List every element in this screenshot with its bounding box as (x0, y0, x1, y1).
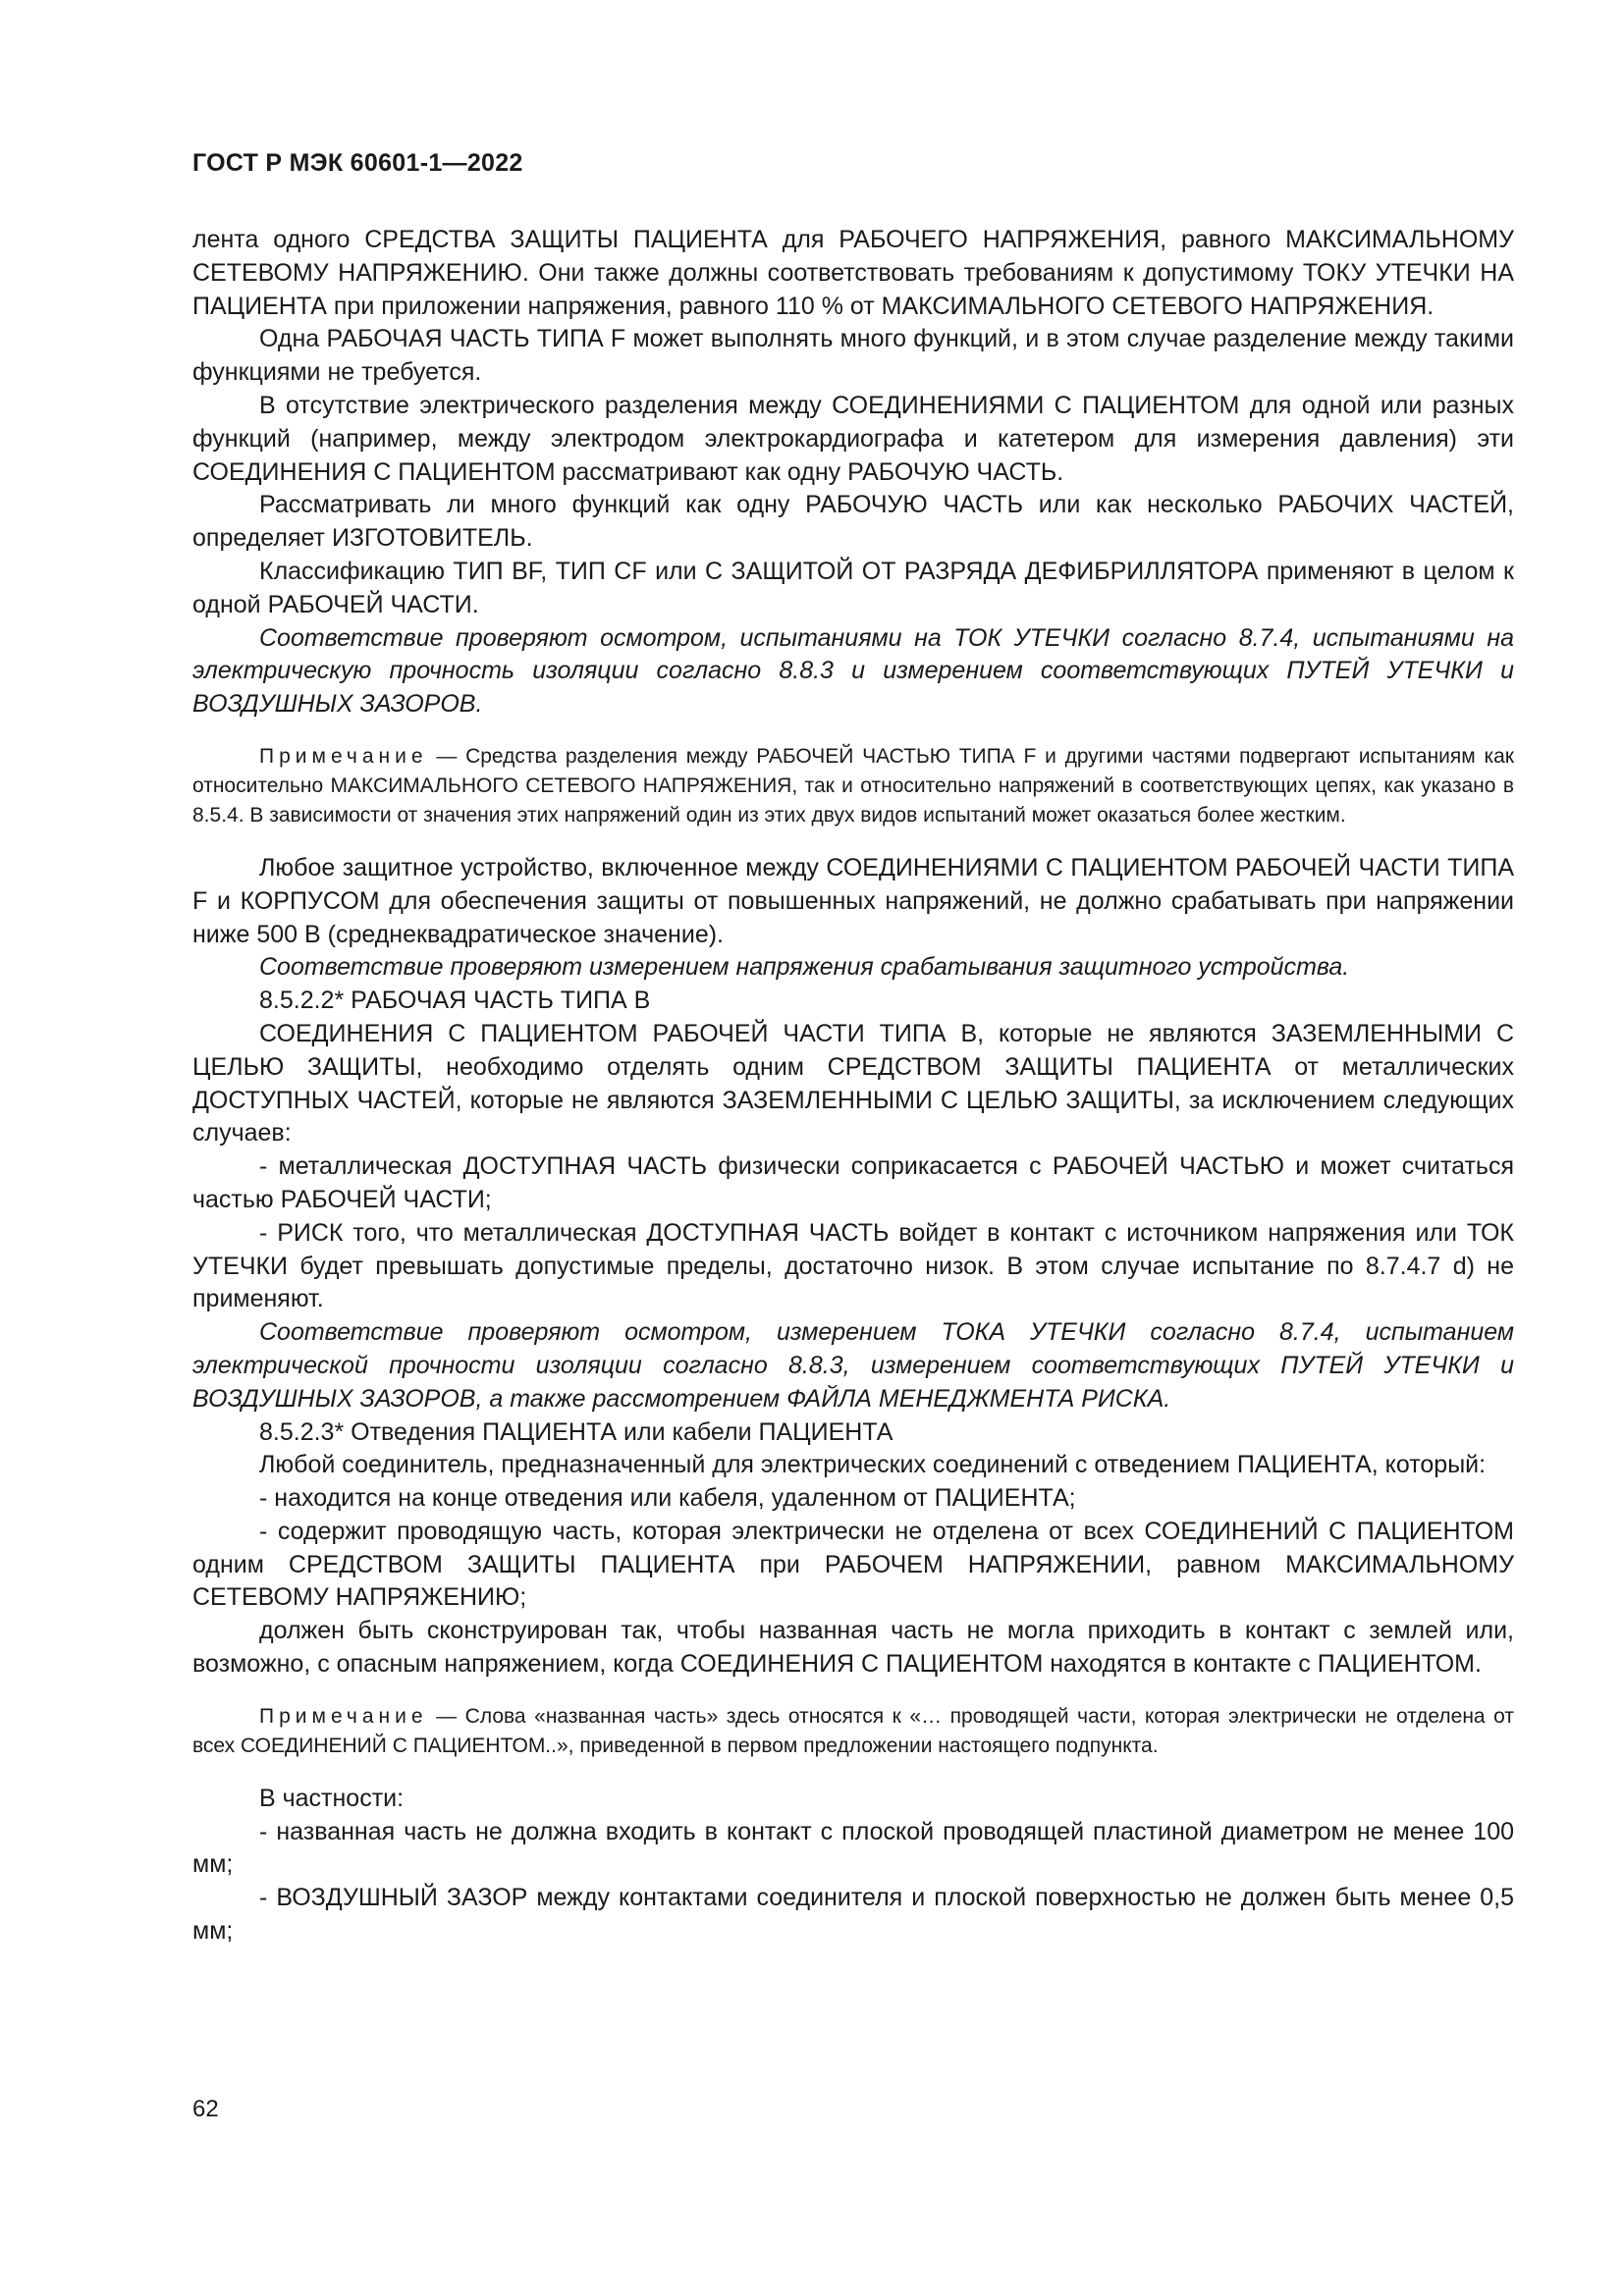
note-text: — Слова «названная часть» здесь относятся к «… проводящей части, которая электрически не отделена от всех СОЕДИНЕНИЙ С ПАЦИЕНТОМ..», приведенной в первом предложении настоящего подпункта. (192, 1704, 1514, 1757)
standard-header: ГОСТ Р МЭК 60601-1—2022 (192, 149, 523, 177)
list-item: - названная часть не должна входить в контакт с плоской проводящей пластиной диаметром не менее 100 мм; (192, 1817, 1514, 1879)
note-label: Примечание (259, 1704, 428, 1728)
note (192, 742, 1514, 830)
paragraph: В частности: (259, 1784, 405, 1812)
list-item: - содержит проводящую часть, которая электрически не отделена от всех СОЕДИНЕНИЙ С ПАЦИЕНТОМ одним СРЕДСТВОМ ЗАЩИТЫ ПАЦИЕНТА при РАБОЧЕМ НАПРЯЖЕНИИ, равном МАКСИМАЛЬНОМУ СЕТЕВОМУ НАПРЯЖЕНИЮ; (192, 1517, 1514, 1612)
note-label: Примечание (259, 744, 428, 768)
paragraph: Рассматривать ли много функций как одну РАБОЧУЮ ЧАСТЬ или как несколько РАБОЧИХ ЧАСТЕЙ, определяет ИЗГОТОВИТЕЛЬ. (192, 491, 1514, 553)
list-item: - РИСК того, что металлическая ДОСТУПНАЯ ЧАСТЬ войдет в контакт с источником напряжения или ТОК УТЕЧКИ будет превышать допустимые пределы, достаточно низок. В этом случае испытание по 8.7.4.7 d) не применяют. (192, 1218, 1514, 1313)
document-body (192, 224, 1514, 1949)
paragraph: Любой соединитель, предназначенный для электрических соединений с отведением ПАЦИЕНТА, который: (259, 1451, 1487, 1479)
section-heading: 8.5.2.2* РАБОЧАЯ ЧАСТЬ ТИПА В (259, 987, 651, 1015)
list-item: - металлическая ДОСТУПНАЯ ЧАСТЬ физически соприкасается с РАБОЧЕЙ ЧАСТЬЮ и может считаться частью РАБОЧЕЙ ЧАСТИ; (192, 1152, 1514, 1213)
note-text: — Средства разделения между РАБОЧЕЙ ЧАСТЬЮ ТИПА F и другими частями подвергают испытаниям как относительно МАКСИМАЛЬНОГО СЕТЕВОГО НАПРЯЖЕНИЯ, так и относительно напряжений в соответствующих цепях, как указано в 8.5.4. В зависимости от значения этих напряжений один из этих двух видов испытаний может оказаться более жестким. (192, 744, 1514, 827)
paragraph: Классификацию ТИП BF, ТИП CF или С ЗАЩИТОЙ ОТ РАЗРЯДА ДЕФИБРИЛЛЯТОРА применяют в целом к одной РАБОЧЕЙ ЧАСТИ. (192, 557, 1514, 618)
paragraph: Одна РАБОЧАЯ ЧАСТЬ ТИПА F может выполнять много функций, и в этом случае разделение между такими функциями не требуется. (192, 325, 1514, 387)
compliance-paragraph: Соответствие проверяют осмотром, измерением ТОКА УТЕЧКИ согласно 8.7.4, испытанием электрической прочности изоляции согласно 8.8.3, измерением соответствующих ПУТЕЙ УТЕЧКИ и ВОЗДУШНЫХ ЗАЗОРОВ, а также рассмотрением ФАЙЛА МЕНЕДЖМЕНТА РИСКА. (192, 1318, 1514, 1413)
paragraph: СОЕДИНЕНИЯ С ПАЦИЕНТОМ РАБОЧЕЙ ЧАСТИ ТИПА В, которые не являются ЗАЗЕМЛЕННЫМИ С ЦЕЛЬЮ ЗАЩИТЫ, необходимо отделять одним СРЕДСТВОМ ЗАЩИТЫ ПАЦИЕНТА от металлических ДОСТУПНЫХ ЧАСТЕЙ, которые не являются ЗАЗЕМЛЕННЫМИ С ЦЕЛЬЮ ЗАЩИТЫ, за исключением следующих случаев: (192, 1019, 1514, 1148)
paragraph: Любое защитное устройство, включенное между СОЕДИНЕНИЯМИ С ПАЦИЕНТОМ РАБОЧЕЙ ЧАСТИ ТИПА F и КОРПУСОМ для обеспечения защиты от повышенных напряжений, не должно срабатывать при напряжении ниже 500 В (среднеквадратическое значение). (192, 853, 1514, 948)
section-heading: 8.5.2.3* Отведения ПАЦИЕНТА или кабели ПАЦИЕНТА (259, 1417, 893, 1446)
compliance-paragraph: Соответствие проверяют измерением напряжения срабатывания защитного устройства. (259, 953, 1350, 982)
page-number: 62 (192, 2096, 219, 2122)
paragraph: должен быть сконструирован так, чтобы названная часть не могла приходить в контакт с землей или, возможно, с опасным напряжением, когда СОЕДИНЕНИЯ С ПАЦИЕНТОМ находятся в контакте с ПАЦИЕНТОМ. (192, 1617, 1514, 1679)
compliance-paragraph: Соответствие проверяют осмотром, испытаниями на ТОК УТЕЧКИ согласно 8.7.4, испытаниями на электрическую прочность изоляции согласно 8.8.3 и измерением соответствующих ПУТЕЙ УТЕЧКИ и ВОЗДУШНЫХ ЗАЗОРОВ. (192, 623, 1514, 719)
paragraph: В отсутствие электрического разделения между СОЕДИНЕНИЯМИ С ПАЦИЕНТОМ для одной или разных функций (например, между электродом электрокардиографа и катетером для измерения давления) эти СОЕДИНЕНИЯ С ПАЦИЕНТОМ рассматривают как одну РАБОЧУЮ ЧАСТЬ. (192, 391, 1514, 486)
note (192, 1702, 1514, 1761)
list-item: - ВОЗДУШНЫЙ ЗАЗОР между контактами соединителя и плоской поверхностью не должен быть менее 0,5 мм; (192, 1884, 1514, 1946)
paragraph: лента одного СРЕДСТВА ЗАЩИТЫ ПАЦИЕНТА для РАБОЧЕГО НАПРЯЖЕНИЯ, равного МАКСИМАЛЬНОМУ СЕТЕВОМУ НАПРЯЖЕНИЮ. Они также должны соответствовать требованиям к допустимому ТОКУ УТЕЧКИ НА ПАЦИЕНТА при приложении напряжения, равного 110 % от МАКСИМАЛЬНОГО СЕТЕВОГО НАПРЯЖЕНИЯ. (192, 226, 1514, 320)
list-item: - находится на конце отведения или кабеля, удаленном от ПАЦИЕНТА; (259, 1484, 1076, 1513)
